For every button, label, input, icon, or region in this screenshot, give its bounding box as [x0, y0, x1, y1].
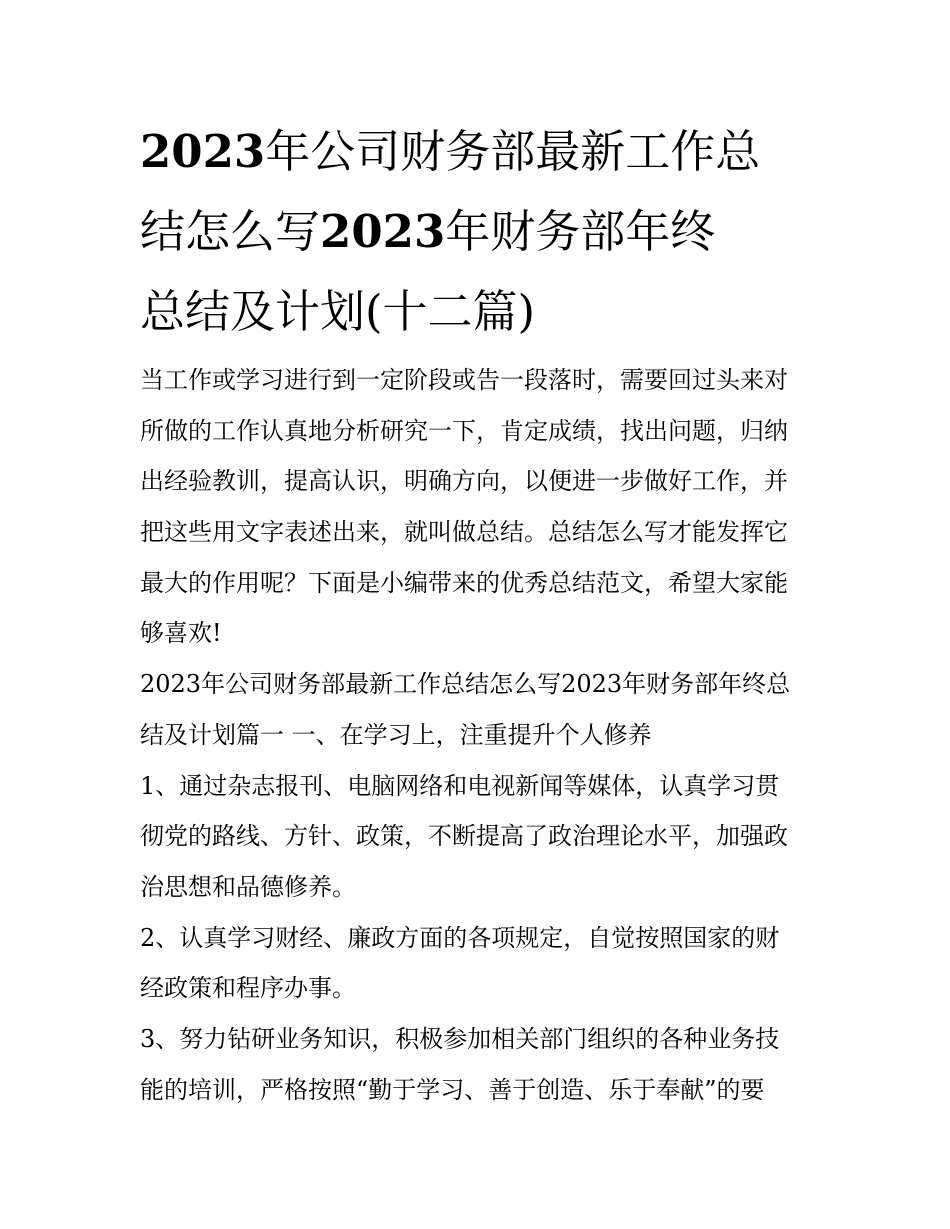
body-line: 2023年公司财务部最新工作总结怎么写2023年财务部年终总 — [140, 670, 791, 699]
body-line: 当工作或学习进行到一定阶段或告一段落时，需要回过头来对 — [140, 366, 788, 394]
document-title — [140, 112, 820, 352]
body-line: 最大的作用呢？下面是小编带来的优秀总结范文，希望大家能 — [140, 568, 788, 597]
body-line: 治思想和品德修养。 — [140, 872, 356, 901]
body-line: 经政策和程序办事。 — [140, 974, 356, 1003]
title-line-1: 2023年公司财务部最新工作总 — [140, 125, 761, 178]
title-line-3: 总结及计划(十二篇) — [140, 285, 536, 338]
title-line-2: 结怎么写2023年财务部年终 — [140, 205, 716, 258]
body-line: 所做的工作认真地分析研究一下，肯定成绩，找出问题，归纳 — [140, 416, 788, 445]
body-line: 够喜欢! — [140, 619, 222, 648]
body-line: 2、认真学习财经、廉政方面的各项规定，自觉按照国家的财 — [140, 923, 780, 952]
body-line: 3、努力钻研业务知识，积极参加相关部门组织的各种业务技 — [140, 1024, 780, 1053]
body-line: 彻党的路线、方针、政策，不断提高了政治理论水平，加强政 — [140, 822, 788, 851]
body-line: 出经验教训，提高认识，明确方向，以便进一步做好工作，并 — [140, 467, 788, 496]
body-line: 1、通过杂志报刊、电脑网络和电视新闻等媒体，认真学习贯 — [140, 771, 780, 800]
body-line: 能的培训，严格按照“勤于学习、善于创造、乐于奉献”的要 — [140, 1075, 765, 1104]
body-line: 把这些用文字表述出来，就叫做总结。总结怎么写才能发挥它 — [140, 518, 788, 547]
body-line: 结及计划篇一 一、在学习上，注重提升个人修养 — [140, 720, 652, 749]
document-body — [140, 355, 830, 1115]
